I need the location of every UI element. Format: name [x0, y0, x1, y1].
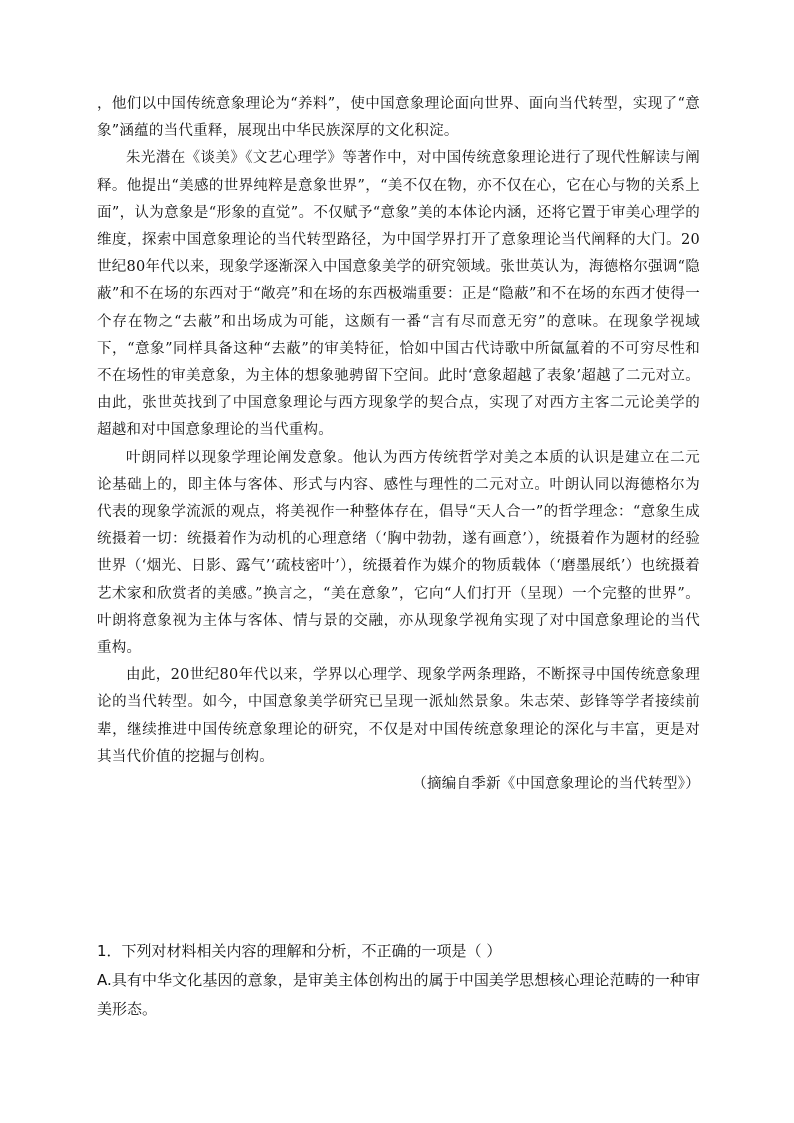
passage-paragraph-zhu-guangqian: 朱光潜在《谈美》《文艺心理学》等著作中，对中国传统意象理论进行了现代性解读与阐释。他提出“美感的世界纯粹是意象世界”，“美不仅在物，亦不仅在心，它在心与物的关系上面”，认为意象是“形象的直觉”。不仅赋予“意象”美的本体论内涵，还将它置于审美心理学的维度，探索中国意象理论的当代转型路径，为中国学界打开了意象理论当代阐释的大门。20世纪80年代以来，现象学逐渐深入中国意象美学的研究领域。张世英认为，海德格尔强调“隐蔽”和不在场的东西对于“敞亮”和在场的东西极端重要：正是“隐蔽”和不在场的东西才使得一个存在物之“去蔽”和出场成为可能，这颇有一番“言有尽而意无穷”的意味。在现象学视域下，“意象”同样具备这种“去蔽”的审美特征，恰如中国古代诗歌中所氤氲着的不可穷尽性和不在场性的审美意象，为主体的想象驰骋留下空间。此时‘意象超越了表象’超越了二元对立。由此，张世英找到了中国意象理论与西方现象学的契合点，实现了对西方主客二元论美学的超越和对中国意象理论的当代重构。 [97, 150, 700, 439]
question-1 [97, 937, 700, 1024]
passage-source-citation: （摘编自季新《中国意象理论的当代转型》） [412, 776, 700, 793]
passage-paragraph-conclusion: 由此，20世纪80年代以来，学界以心理学、现象学两条理路，不断探寻中国传统意象理论的当代转型。如今，中国意象美学研究已呈现一派灿然景象。朱志荣、彭锋等学者接续前辈，继续推进中国传统意象理论的研究，不仅是对中国传统意象理论的深化与丰富，更是对其当代价值的挖掘与创构。 [97, 667, 700, 765]
reading-passage [97, 91, 700, 798]
question-option-a: A.具有中华文化基因的意象，是审美主体创构出的属于中国美学思想核心理论范畴的一种审美形态。 [97, 971, 700, 1018]
question-stem: 1．下列对材料相关内容的理解和分析，不正确的一项是（ ） [97, 942, 502, 960]
passage-paragraph-ye-lang: 叶朗同样以现象学理论阐发意象。他认为西方传统哲学对美之本质的认识是建立在二元论基础上的，即主体与客体、形式与内容、感性与理性的二元对立。叶朗认同以海德格尔为代表的现象学流派的观点，将美视作一种整体存在，倡导“天人合一”的哲学理念：“意象生成统摄着一切：统摄着作为动机的心理意绪（‘胸中勃勃，遂有画意’），统摄着作为题材的经验世界（‘烟光、日影、露气’‘疏枝密叶’），统摄着作为媒介的物质载体（‘磨墨展纸’）也统摄着艺术家和欣赏者的美感。”换言之，“美在意象”，它向“人们打开（呈现）一个完整的世界”。叶朗将意象视为主体与客体、情与景的交融，亦从现象学视角实现了对中国意象理论的当代重构。 [97, 449, 700, 657]
passage-paragraph-continuation: ，他们以中国传统意象理论为“养料”，使中国意象理论面向世界、面向当代转型，实现了“意象”涵蕴的当代重释，展现出中华民族深厚的文化积淀。 [97, 96, 700, 140]
